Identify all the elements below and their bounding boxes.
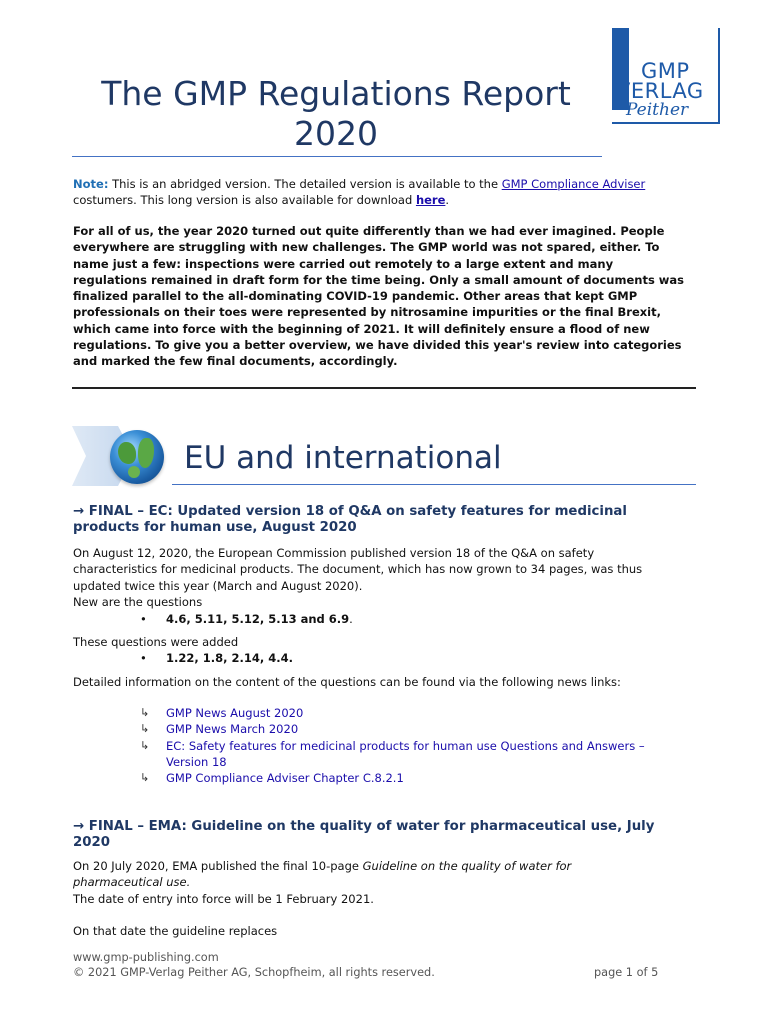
document-title xyxy=(70,74,602,154)
link-arrow-icon: ↳ xyxy=(140,738,150,752)
list-item: • 4.6, 5.11, 5.12, 5.13 and 6.9. xyxy=(140,612,353,626)
news-link-gmp-march-2020[interactable]: ↳ GMP News March 2020 xyxy=(140,722,299,737)
logo-signature: Peither xyxy=(626,100,689,120)
gmp-verlag-logo xyxy=(612,28,724,128)
page-number: page 1 of 5 xyxy=(594,966,659,979)
note-text-2: costumers. This long version is also available for download xyxy=(73,193,416,208)
footer-copyright: © 2021 GMP-Verlag Peither AG, Schopfheim, all rights reserved. xyxy=(73,966,435,979)
note-label: Note: xyxy=(73,177,109,191)
link-arrow-icon: ↳ xyxy=(140,771,150,785)
download-here-link[interactable]: here xyxy=(415,193,446,208)
item-2-replaces: On that date the guideline replaces xyxy=(73,924,278,938)
section-title-underline xyxy=(172,484,696,485)
news-link-gmp-august-2020[interactable]: ↳ GMP News August 2020 xyxy=(140,706,304,720)
item-1-questions-added xyxy=(140,650,293,666)
note-text-1: This is an abridged version. The detailed version is available to the xyxy=(108,177,502,191)
item-1-added-label: These questions were added xyxy=(73,635,239,649)
globe-icon xyxy=(110,430,164,484)
title-line-2: 2020 xyxy=(294,114,378,153)
item-1-links-intro: Detailed information on the content of the questions can be found via the following news links: xyxy=(73,675,621,689)
section-title: EU and international xyxy=(184,440,502,476)
item-2-heading: → FINAL – EMA: Guideline on the quality of water for pharmaceutical use, July 2020 xyxy=(73,819,655,850)
title-line-1: The GMP Regulations Report xyxy=(101,74,571,113)
item-1-heading: → FINAL – EC: Updated version 18 of Q&A on safety features for medicinal products for human use, August 2020 xyxy=(73,504,627,535)
footer-url: www.gmp-publishing.com xyxy=(73,951,219,964)
note-paragraph: Note: This is an abridged version. The detailed version is available to the GMP Compliance Adviser costumers. This long version is also available for download here. xyxy=(73,177,646,208)
list-item: • 1.22, 1.8, 2.14, 4.4. xyxy=(140,651,293,665)
link-arrow-icon: ↳ xyxy=(140,722,150,736)
intro-paragraph: For all of us, the year 2020 turned out quite differently than we had ever imagined. People everywhere are struggling with new challenges. The GMP world was not spared, either. To name just a few: inspections were carried out remotely to a large extent and many regulations remained in draft form for the time being. Only a small amount of documents was finalized parallel to the all-dominating COVID-19 pandemic. Other areas that kept GMP professionals on their toes were represented by nitrosamine impurities or the final Brexit, which came into force with the beginning of 2021. It will definitely ensure a flood of new regulations. To give you a better overview, we have divided this year's review into categories and marked the few final documents, accordingly. xyxy=(73,224,685,369)
news-links-list xyxy=(140,705,680,786)
gmp-compliance-adviser-link[interactable]: GMP Compliance Adviser xyxy=(501,177,646,191)
news-link-ec-safety-features[interactable]: ↳ EC: Safety features for medicinal products for human use Questions and Answers – Version 18 xyxy=(140,738,645,769)
logo-text-verlag: VERLAG xyxy=(616,79,704,103)
section-divider xyxy=(72,387,696,389)
item-1-questions-new xyxy=(140,611,353,627)
logo-text-gmp: GMP xyxy=(641,59,690,83)
section-banner xyxy=(72,426,172,486)
item-2-paragraph: On 20 July 2020, EMA published the final 10-page Guideline on the quality of water for pharmaceutical use. The date of entry into force will be 1 February 2021. xyxy=(73,859,572,906)
news-link-compliance-adviser[interactable]: ↳ GMP Compliance Adviser Chapter C.8.2.1 xyxy=(140,771,404,786)
title-divider xyxy=(72,156,602,157)
item-1-paragraph: On August 12, 2020, the European Commission published version 18 of the Q&A on safety characteristics for medicinal products. The document, which has now grown to 34 pages, was thus updated twice this year (March and August 2020). New are the questions xyxy=(73,546,643,609)
link-arrow-icon: ↳ xyxy=(140,706,150,719)
